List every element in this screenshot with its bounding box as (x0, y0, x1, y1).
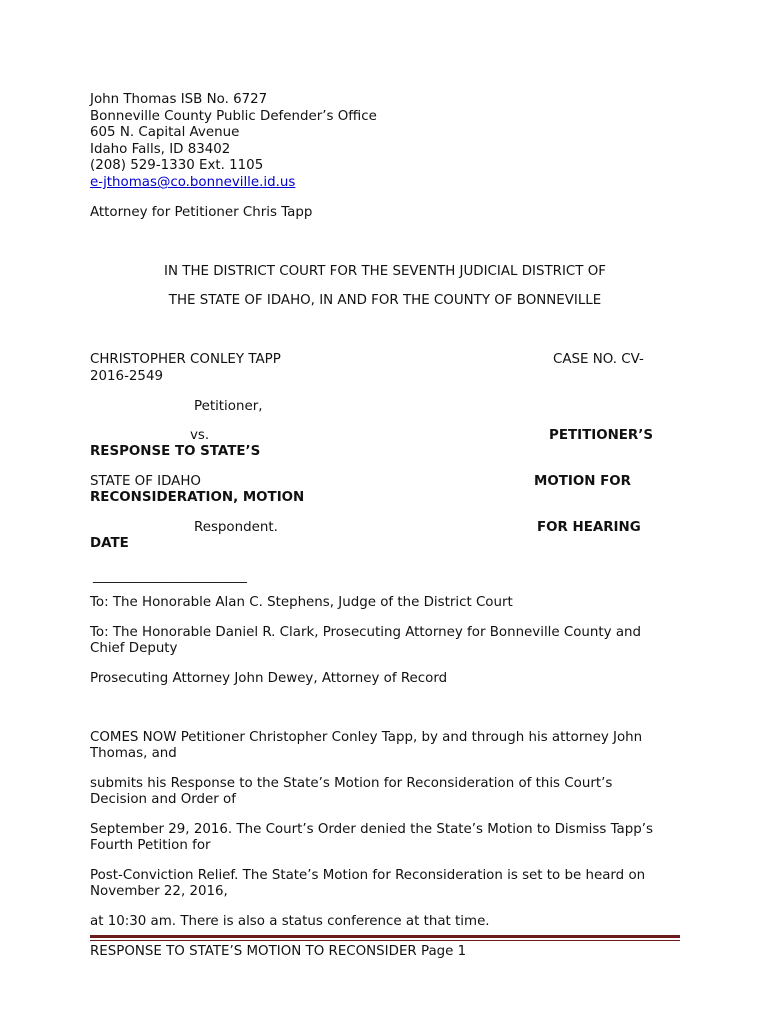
email-link[interactable]: e-jthomas@co.bonneville.id.us (90, 175, 296, 190)
body-paragraph1-line1: COMES NOW Petitioner Christopher Conley Tapp, by and through his attorney John (90, 730, 643, 745)
respondent-label: Respondent. (194, 520, 278, 535)
body-paragraph1-line2: Thomas, and (90, 746, 177, 761)
case-number-part2: 2016-2549 (90, 369, 163, 384)
addressee-prosecutor-line2: Chief Deputy (90, 641, 178, 656)
footer-text: RESPONSE TO STATE’S MOTION TO RECONSIDER Page 1 (90, 944, 467, 959)
petitioner-name: CHRISTOPHER CONLEY TAPP (90, 352, 281, 367)
footer-rule-thick (90, 935, 680, 938)
pleading-title-part6: DATE (90, 536, 129, 551)
attorney-for: Attorney for Petitioner Chris Tapp (90, 205, 313, 220)
addressee-prosecutor-line1: To: The Honorable Daniel R. Clark, Prosecuting Attorney for Bonneville County and (90, 625, 642, 640)
office-name: Bonneville County Public Defender’s Office (90, 109, 377, 124)
court-heading-line1: IN THE DISTRICT COURT FOR THE SEVENTH JUDICIAL DISTRICT OF (164, 264, 606, 279)
attorney-name-line: John Thomas ISB No. 6727 (90, 92, 268, 107)
body-paragraph3-line1: September 29, 2016. The Court’s Order denied the State’s Motion to Dismiss Tapp’s (90, 822, 653, 837)
pleading-title-part1: PETITIONER’S (549, 428, 653, 443)
pleading-title-part3: MOTION FOR (534, 474, 631, 489)
pleading-title-part4: RECONSIDERATION, MOTION (90, 490, 305, 505)
addressee-judge: To: The Honorable Alan C. Stephens, Judge of the District Court (90, 595, 513, 610)
body-paragraph2-line2: Decision and Order of (90, 792, 236, 807)
body-paragraph3-line2: Fourth Petition for (90, 838, 211, 853)
body-paragraph2-line1: submits his Response to the State’s Motion for Reconsideration of this Court’s (90, 776, 613, 791)
pleading-title-part2: RESPONSE TO STATE’S (90, 444, 261, 459)
caption-separator: _______________________ (93, 569, 247, 584)
office-city: Idaho Falls, ID 83402 (90, 142, 231, 157)
body-paragraph4-line1: Post-Conviction Relief. The State’s Motion for Reconsideration is set to be heard on (90, 868, 646, 883)
body-paragraph4-line2: November 22, 2016, (90, 884, 228, 899)
body-paragraph5: at 10:30 am. There is also a status conference at that time. (90, 914, 490, 929)
addressee-deputy: Prosecuting Attorney John Dewey, Attorney of Record (90, 671, 448, 686)
office-street: 605 N. Capital Avenue (90, 125, 240, 140)
petitioner-label: Petitioner, (194, 399, 263, 414)
office-phone: (208) 529-1330 Ext. 1105 (90, 158, 264, 173)
respondent-name: STATE OF IDAHO (90, 474, 201, 489)
versus-label: vs. (190, 428, 210, 443)
document-page (90, 0, 680, 1024)
footer-rule-thin (90, 940, 680, 941)
case-number-part1: CASE NO. CV- (553, 352, 644, 367)
pleading-title-part5: FOR HEARING (537, 520, 641, 535)
court-heading-line2: THE STATE OF IDAHO, IN AND FOR THE COUNTY OF BONNEVILLE (168, 293, 602, 308)
